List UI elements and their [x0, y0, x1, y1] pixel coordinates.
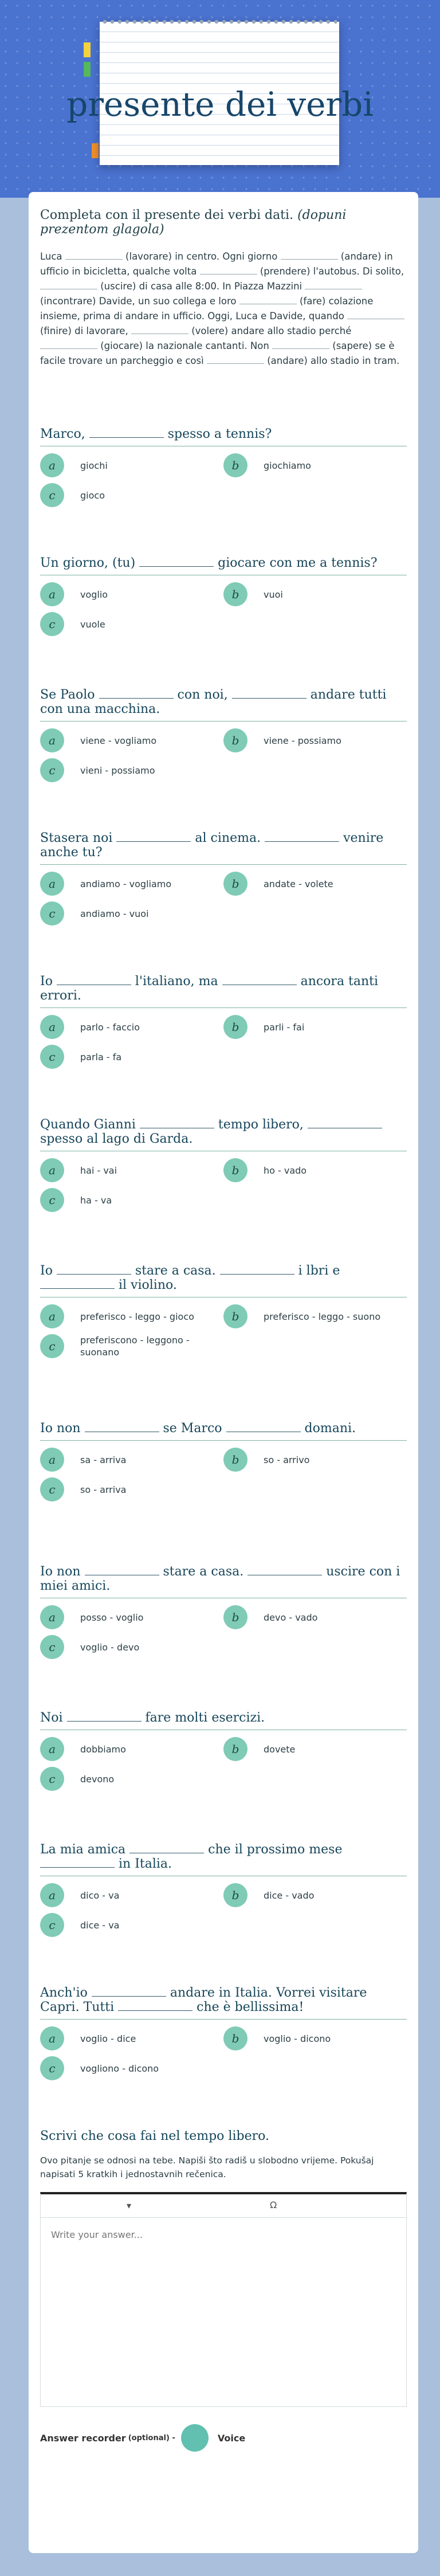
option-label: vuoi — [264, 589, 283, 600]
option-a[interactable] — [40, 1304, 201, 1328]
question-text-part: spesso al lago di Garda. — [40, 1132, 193, 1146]
question-text-part: Se Paolo — [40, 688, 99, 702]
option-label: andiamo - vuoi — [80, 908, 149, 919]
question-text — [40, 1565, 407, 1598]
option-label: gioco — [80, 489, 105, 501]
question-text-part: La mia amica — [40, 1842, 130, 1857]
question-blank — [247, 1565, 322, 1575]
question-6 — [40, 1118, 407, 1221]
option-b[interactable] — [223, 1158, 384, 1182]
question-text-part: ancora tanti errori. — [40, 974, 379, 1003]
option-b[interactable] — [223, 1883, 384, 1907]
answer-textarea[interactable] — [41, 2218, 406, 2406]
question-blank — [89, 427, 164, 438]
question-blank — [40, 1278, 115, 1289]
question-text-part: stare a casa. — [159, 1565, 248, 1579]
option-badge: b — [223, 1158, 247, 1182]
option-label: parli - fai — [264, 1021, 305, 1033]
toolbar-dropdown[interactable]: ▾ — [127, 2200, 132, 2211]
option-label: so - arriva — [80, 1484, 127, 1495]
question-7 — [40, 1264, 407, 1367]
question-blank — [129, 1842, 204, 1853]
writing-title: Scrivi che cosa fai nel tempo libero. — [40, 2129, 269, 2143]
editor-toolbar — [41, 2194, 406, 2218]
question-10 — [40, 1711, 407, 1800]
question-12 — [40, 1986, 407, 2089]
header-banner — [0, 0, 440, 198]
question-text-part: Io — [40, 1264, 57, 1278]
option-label: vieni - possiamo — [80, 764, 155, 776]
paragraph-text: (sapere) se è facile trovare un parcheggio e così — [40, 340, 395, 366]
question-text — [40, 1986, 407, 2020]
question-blank — [222, 974, 297, 985]
question-11 — [40, 1842, 407, 1946]
question-blank — [116, 831, 191, 842]
recorder-optional: (optional) - — [128, 2433, 175, 2442]
paragraph-text: (andare) in ufficio in bicicletta, qualche volta — [40, 251, 393, 277]
question-4 — [40, 831, 407, 935]
option-a[interactable] — [40, 1737, 201, 1761]
option-c[interactable] — [40, 612, 201, 636]
option-b[interactable] — [223, 2026, 384, 2050]
question-blank — [85, 1421, 159, 1432]
option-label: vuole — [80, 618, 105, 630]
option-label: andiamo - vogliamo — [80, 878, 172, 889]
option-label: posso - voglio — [80, 1612, 144, 1623]
paragraph-blank[interactable] — [281, 250, 338, 260]
question-text-part: uscire con i miei amici. — [40, 1565, 400, 1593]
option-label: giochi — [80, 460, 108, 471]
option-label: voglio - devo — [80, 1641, 140, 1653]
option-badge: c — [40, 901, 64, 926]
paragraph-text: (fare) colazione insieme, prima di andare in ufficio. Oggi, Luca e Davide, quando — [40, 296, 374, 321]
option-badge: c — [40, 1635, 64, 1659]
question-text — [40, 831, 407, 865]
option-badge: a — [40, 1737, 64, 1761]
option-label: preferisco - leggo - gioco — [80, 1311, 194, 1322]
option-b[interactable] — [223, 728, 384, 752]
question-text-part: Marco, — [40, 427, 89, 441]
option-badge: c — [40, 2056, 64, 2080]
voice-label: Voice — [217, 2432, 246, 2444]
question-text-part: in Italia. — [115, 1857, 172, 1871]
paragraph-text: (volere) andare allo stadio perché — [191, 326, 352, 336]
question-text-part: Anch'io — [40, 1986, 92, 2000]
option-badge: b — [223, 2026, 247, 2050]
intro-title: Completa con il presente dei verbi dati. (dopuni prezentom glagola) — [40, 208, 347, 237]
option-badge: a — [40, 1883, 64, 1907]
question-text-part: che è bellissima! — [192, 2000, 304, 2014]
question-text-part: Un giorno, (tu) — [40, 556, 140, 570]
paragraph-text: (giocare) la nazionale cantanti. Non — [100, 340, 269, 351]
question-text-part: fare molti esercizi. — [141, 1711, 265, 1725]
option-label: viene - vogliamo — [80, 735, 157, 746]
option-a[interactable] — [40, 1448, 201, 1472]
option-label: voglio - dicono — [264, 2033, 331, 2044]
option-badge: a — [40, 872, 64, 896]
notebook-tab-yellow — [84, 42, 91, 57]
option-badge: b — [223, 1015, 247, 1039]
option-c[interactable] — [40, 1477, 201, 1501]
option-c[interactable] — [40, 2056, 201, 2080]
option-badge: b — [223, 872, 247, 896]
question-text-part: se Marco — [159, 1421, 226, 1436]
paragraph-blank[interactable] — [272, 339, 329, 349]
option-badge: c — [40, 612, 64, 636]
option-a[interactable] — [40, 1883, 201, 1907]
paragraph-blank[interactable] — [65, 250, 123, 260]
question-text — [40, 1421, 407, 1441]
option-c[interactable] — [40, 1767, 201, 1791]
paragraph-text: (finire) di lavorare, — [40, 326, 128, 336]
option-badge: b — [223, 1737, 247, 1761]
question-text-part: domani. — [300, 1421, 356, 1436]
option-badge: b — [223, 728, 247, 752]
option-badge: a — [40, 1158, 64, 1182]
option-b[interactable] — [223, 1737, 384, 1761]
option-c[interactable] — [40, 1188, 201, 1212]
question-blank — [118, 2000, 192, 2011]
question-text-part: Quando Gianni — [40, 1118, 140, 1132]
question-text-part: tempo libero, — [214, 1118, 308, 1132]
option-badge: b — [223, 1605, 247, 1629]
option-label: ha - va — [80, 1194, 112, 1206]
question-text-part: il violino. — [115, 1278, 177, 1292]
option-a[interactable] — [40, 1605, 201, 1629]
option-a[interactable] — [40, 728, 201, 752]
option-badge: a — [40, 582, 64, 606]
question-blank — [232, 688, 307, 699]
option-badge: c — [40, 1334, 64, 1358]
question-2 — [40, 556, 407, 645]
paragraph-blank[interactable] — [239, 295, 297, 304]
question-text — [40, 556, 407, 575]
option-label: voglio — [80, 589, 108, 600]
option-c[interactable] — [40, 1913, 201, 1937]
question-text-part: stare a casa. — [131, 1264, 220, 1278]
option-c[interactable] — [40, 483, 201, 507]
option-badge: b — [223, 1304, 247, 1328]
special-char-icon[interactable]: Ω — [270, 2199, 277, 2210]
question-text-part: che il prossimo mese — [204, 1842, 343, 1857]
option-badge: c — [40, 483, 64, 507]
page-title: presente dei verbi — [66, 85, 374, 124]
option-b[interactable] — [223, 582, 384, 606]
option-label: devono — [80, 1773, 115, 1785]
question-9 — [40, 1565, 407, 1668]
option-badge: a — [40, 1448, 64, 1472]
fill-in-paragraph — [40, 249, 407, 368]
option-b[interactable] — [223, 872, 384, 896]
question-text-part: andare tutti con una macchina. — [40, 688, 387, 716]
option-c[interactable] — [40, 758, 201, 782]
question-text — [40, 974, 407, 1008]
notebook-tab-green — [84, 62, 91, 77]
question-text-part: venire anche tu? — [40, 831, 384, 860]
answer-editor — [40, 2192, 407, 2407]
paragraph-blank[interactable] — [305, 280, 362, 289]
option-c[interactable] — [40, 901, 201, 926]
option-label: voglio - dice — [80, 2033, 136, 2044]
option-b[interactable] — [223, 1304, 384, 1328]
question-blank — [92, 1986, 166, 1997]
option-b[interactable] — [223, 1448, 384, 1472]
option-label: andate - volete — [264, 878, 333, 889]
question-text-part: i lbri e — [294, 1264, 340, 1278]
question-text-part: l'italiano, ma — [131, 974, 222, 989]
question-blank — [67, 1711, 142, 1722]
question-1 — [40, 427, 407, 516]
question-text-part: Stasera noi — [40, 831, 117, 845]
question-blank — [99, 688, 174, 699]
option-label: preferisco - leggo - suono — [264, 1311, 381, 1322]
question-text-part: spesso a tennis? — [163, 427, 272, 441]
question-text — [40, 1264, 407, 1297]
option-label: viene - possiamo — [264, 735, 341, 746]
question-blank — [40, 1857, 115, 1868]
option-label: dice - vado — [264, 1889, 315, 1901]
option-badge: c — [40, 1913, 64, 1937]
paragraph-blank[interactable] — [131, 324, 188, 334]
paragraph-blank[interactable] — [40, 280, 97, 289]
option-badge: a — [40, 453, 64, 477]
paragraph-text: (incontrare) Davide, un suo collega e loro — [40, 296, 237, 307]
question-blank — [308, 1118, 382, 1128]
option-b[interactable] — [223, 1015, 384, 1039]
option-label: preferiscono - leggono - suonano — [80, 1335, 190, 1358]
question-blank — [139, 556, 214, 567]
option-badge: b — [223, 582, 247, 606]
worksheet-card — [29, 192, 418, 2553]
option-badge: a — [40, 1015, 64, 1039]
option-label: giochiamo — [264, 460, 311, 471]
paragraph-blank[interactable] — [207, 354, 264, 364]
option-badge: a — [40, 728, 64, 752]
question-3 — [40, 688, 407, 791]
question-text — [40, 1842, 407, 1876]
question-text — [40, 1711, 407, 1730]
option-badge: b — [223, 1883, 247, 1907]
question-text — [40, 688, 407, 722]
option-label: dobbiamo — [80, 1743, 126, 1755]
paragraph-text: Luca — [40, 251, 62, 262]
question-text — [40, 427, 407, 446]
question-text-part: Io — [40, 974, 57, 989]
question-blank — [226, 1421, 301, 1432]
option-badge: a — [40, 1304, 64, 1328]
question-text — [40, 1118, 407, 1151]
recorder-label: Answer recorder — [40, 2432, 126, 2444]
paragraph-text: (andare) allo stadio in tram. — [267, 355, 400, 366]
question-text-part: Noi — [40, 1711, 67, 1725]
option-label: dovete — [264, 1743, 296, 1755]
option-label: vogliono - dicono — [80, 2063, 159, 2074]
notebook-tab-orange — [92, 143, 99, 158]
option-badge: c — [40, 1045, 64, 1069]
option-c[interactable] — [40, 1334, 201, 1358]
question-blank — [57, 1264, 131, 1275]
option-badge: b — [223, 453, 247, 477]
option-b[interactable] — [223, 1605, 384, 1629]
option-label: dico - va — [80, 1889, 120, 1901]
option-a[interactable] — [40, 582, 201, 606]
option-label: ho - vado — [264, 1165, 307, 1176]
paragraph-text: (lavorare) in centro. Ogni giorno — [125, 251, 278, 262]
option-label: sa - arriva — [80, 1454, 127, 1465]
option-a[interactable] — [40, 1158, 201, 1182]
question-5 — [40, 974, 407, 1078]
question-blank — [57, 974, 131, 985]
writing-description: Ovo pitanje se odnosi na tebe. Napiši što radiš u slobodno vrijeme. Pokušaj napisati 5 kratkih i jednostavnih rečenica. — [40, 2155, 374, 2179]
paragraph-blank[interactable] — [347, 309, 404, 319]
option-badge: c — [40, 758, 64, 782]
option-a[interactable] — [40, 2026, 201, 2050]
option-badge: a — [40, 2026, 64, 2050]
question-blank — [220, 1264, 294, 1275]
option-badge: b — [223, 1448, 247, 1472]
paragraph-text: (prendere) l'autobus. Di solito, — [260, 266, 404, 277]
option-c[interactable] — [40, 1045, 201, 1069]
question-text-part: Io non — [40, 1421, 85, 1436]
option-badge: c — [40, 1767, 64, 1791]
question-blank — [140, 1118, 214, 1128]
paragraph-blank[interactable] — [40, 339, 97, 349]
question-text-part: giocare con me a tennis? — [214, 556, 378, 570]
option-a[interactable] — [40, 453, 201, 477]
option-label: parlo - faccio — [80, 1021, 140, 1033]
question-text-part: andare in Italia. Vorrei visitare Capri. Tutti — [40, 1986, 367, 2014]
question-8 — [40, 1421, 407, 1511]
question-blank — [85, 1565, 159, 1575]
option-label: devo - vado — [264, 1612, 318, 1623]
option-c[interactable] — [40, 1635, 201, 1659]
answer-recorder — [40, 2424, 245, 2452]
option-badge: a — [40, 1605, 64, 1629]
question-text-part: al cinema. — [191, 831, 265, 845]
paragraph-text: (uscire) di casa alle 8:00. In Piazza Mazzini — [100, 281, 302, 292]
notebook-rings — [102, 16, 337, 28]
option-label: so - arrivo — [264, 1454, 310, 1465]
option-label: dice - va — [80, 1919, 120, 1931]
question-text-part: con noi, — [173, 688, 232, 702]
option-b[interactable] — [223, 453, 384, 477]
option-a[interactable] — [40, 1015, 201, 1039]
option-a[interactable] — [40, 872, 201, 896]
paragraph-blank[interactable] — [200, 265, 257, 275]
option-badge: c — [40, 1477, 64, 1501]
option-badge: c — [40, 1188, 64, 1212]
question-blank — [265, 831, 339, 842]
option-label: parla - fa — [80, 1051, 122, 1062]
question-text-part: Io non — [40, 1565, 85, 1579]
record-voice-button[interactable] — [181, 2424, 209, 2452]
option-label: hai - vai — [80, 1165, 117, 1176]
